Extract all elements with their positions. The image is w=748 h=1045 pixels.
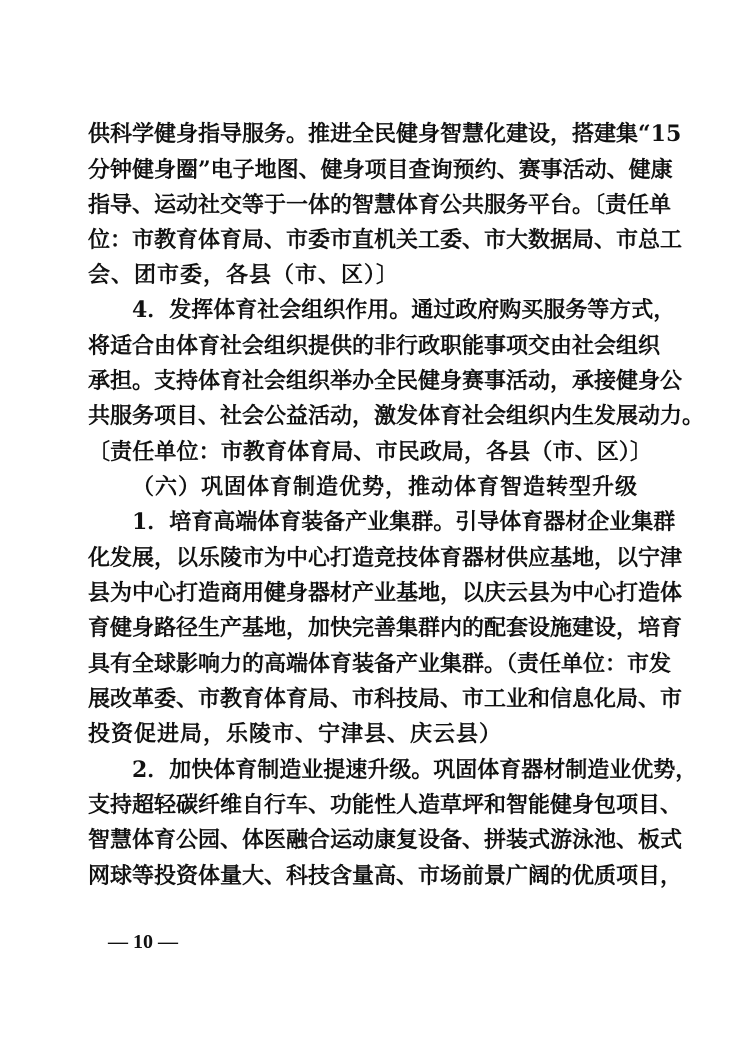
text-line: 育健身路径生产基地，加快完善集群内的配套设施建设，培育 (88, 615, 683, 641)
text-line: 〔责任单位：市教育体育局、市民政局，各县（市、区）〕 (88, 439, 652, 465)
text-line: （六）巩固体育制造优势，推动体育智造转型升级 (132, 474, 639, 500)
text-line: 指导、运动社交等于一体的智慧体育公共服务平台。〔责任单 (88, 192, 672, 218)
text-line: 展改革委、市教育体育局、市科技局、市工业和信息化局、市 (88, 686, 683, 712)
text-line: 投资促进局，乐陵市、宁津县、庆云县） (88, 721, 503, 747)
text-line: 供科学健身指导服务。推进全民健身智慧化建设，搭建集“15 (88, 121, 682, 147)
text-line: 位：市教育体育局、市委市直机关工委、市大数据局、市总工 (88, 227, 683, 253)
text-line: 化发展，以乐陵市为中心打造竞技体育器材供应基地，以宁津 (88, 545, 683, 571)
text-line: 县为中心打造商用健身器材产业基地，以庆云县为中心打造体 (88, 580, 683, 606)
text-line: 承担。支持体育社会组织举办全民健身赛事活动，承接健身公 (88, 368, 683, 394)
text-line: 分钟健身圈”电子地图、健身项目查询预约、赛事活动、健康 (88, 157, 673, 183)
text-line: 具有全球影响力的高端体育装备产业集群。（责任单位：市发 (88, 651, 672, 677)
text-line: 1．培育高端体育装备产业集群。引导体育器材企业集群 (132, 509, 676, 535)
text-line: 4．发挥体育社会组织作用。通过政府购买服务等方式， (132, 297, 676, 323)
text-line: 网球等投资体量大、科技含量高、市场前景广阔的优质项目， (88, 863, 683, 889)
page-number: — 10 — (108, 931, 178, 953)
text-line: 会、团市委，各县（市、区）〕 (88, 262, 400, 288)
text-line: 共服务项目、社会公益活动，激发体育社会组织内生发展动力。 (88, 403, 705, 429)
text-line: 将适合由体育社会组织提供的非行政职能事项交由社会组织 (88, 333, 661, 359)
text-line: 2．加快体育制造业提速升级。巩固体育器材制造业优势， (132, 757, 698, 783)
text-line: 智慧体育公园、体医融合运动康复设备、拼装式游泳池、板式 (88, 827, 683, 853)
text-line: 支持超轻碳纤维自行车、功能性人造草坪和智能健身包项目、 (88, 792, 683, 818)
